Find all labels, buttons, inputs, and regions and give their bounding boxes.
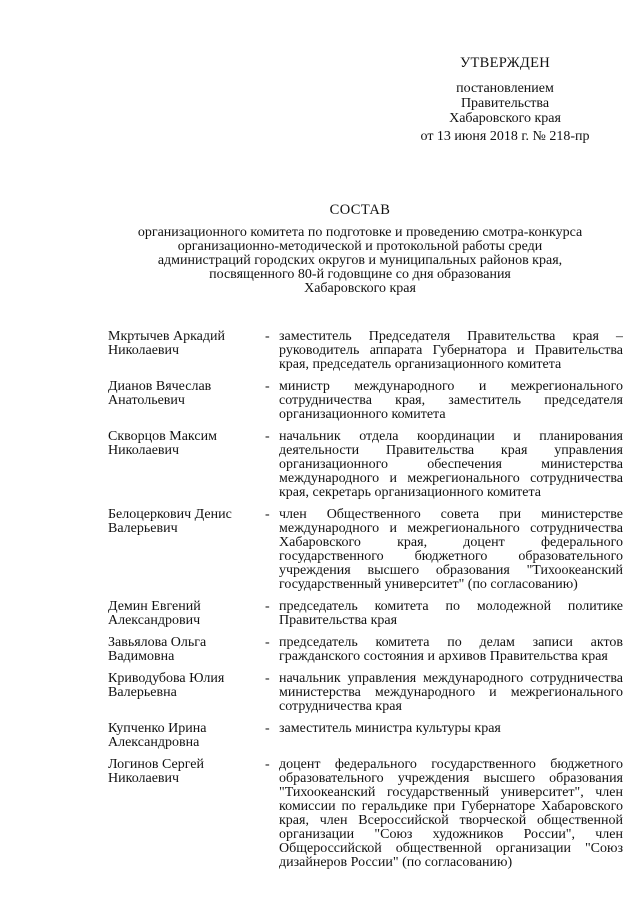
member-dash: - <box>265 636 270 650</box>
member-name-line-1: Белоцеркович Денис <box>108 508 232 522</box>
member-name-line-2: Вадимовна <box>108 649 175 664</box>
member-role: член Общественного совета при министерстве международного и межрегионального сотрудничества Хабаровского края, доцент федерального государственного бюджетного образовательного учреждения высшего образования "Тихоокеанский государственный университет" (по согласованию) <box>279 508 623 592</box>
approval-line-1: постановлением <box>456 81 554 96</box>
member-entry <box>108 600 623 628</box>
title-line-2: организационно-методической и протокольной работы среди <box>177 239 543 254</box>
title-line-4: посвященного 80-й годовщине со дня образования <box>209 267 511 282</box>
member-dash: - <box>265 600 270 614</box>
member-role: начальник отдела координации и планирования деятельности Правительства края управления организационного обеспечения министерства международного и межрегионального сотрудничества края, секретарь организационного комитета <box>279 430 623 500</box>
document-title: СОСТАВ <box>329 202 391 218</box>
member-role: заместитель министра культуры края <box>279 722 501 736</box>
member-name <box>108 330 258 358</box>
member-name <box>108 430 258 458</box>
member-dash: - <box>265 330 270 344</box>
member-entry <box>108 636 623 664</box>
member-role: председатель комитета по молодежной политике Правительства края <box>279 600 623 628</box>
member-name-line-1: Завьялова Ольга <box>108 636 207 650</box>
member-name-line-1: Демин Евгений <box>108 600 201 614</box>
member-name <box>108 636 258 664</box>
member-entry <box>108 380 623 422</box>
member-name-line-1: Дианов Вячеслав <box>108 380 212 394</box>
member-dash: - <box>265 672 270 686</box>
approved-label: УТВЕРЖДЕН <box>459 55 551 71</box>
member-name-line-2: Анатольевич <box>108 393 185 408</box>
member-name-line-2: Николаевич <box>108 771 180 786</box>
member-entry <box>108 330 623 372</box>
member-name <box>108 672 258 700</box>
member-name-line-2: Александровна <box>108 735 200 750</box>
title-line-3: администраций городских округов и муниципальных районов края, <box>157 253 563 268</box>
member-dash: - <box>265 380 270 394</box>
member-name-line-2: Валерьевич <box>108 521 178 536</box>
title-line-5: Хабаровского края <box>304 281 416 296</box>
member-name <box>108 508 258 536</box>
document-title-block <box>100 203 620 296</box>
member-role: начальник управления международного сотрудничества министерства международного и межрегионального сотрудничества края <box>279 672 623 714</box>
member-name-line-1: Криводубова Юлия <box>108 672 225 686</box>
member-dash: - <box>265 430 270 444</box>
member-name-line-2: Александрович <box>108 613 201 628</box>
member-dash: - <box>265 758 270 772</box>
member-role: министр международного и межрегионального сотрудничества края, заместитель председателя организационного комитета <box>279 380 623 422</box>
member-entry <box>108 430 623 500</box>
member-entry <box>108 672 623 714</box>
member-name-line-1: Купченко Ирина <box>108 722 207 736</box>
member-entry <box>108 758 623 870</box>
member-name <box>108 380 258 408</box>
approval-line-3: Хабаровского края <box>449 111 561 126</box>
member-role: заместитель Председателя Правительства края – руководитель аппарата Губернатора и Правительства края, председатель организационного комитета <box>279 330 623 372</box>
member-name <box>108 600 258 628</box>
member-name-line-1: Скворцов Максим <box>108 430 217 444</box>
member-name-line-1: Логинов Сергей <box>108 758 204 772</box>
member-dash: - <box>265 722 270 736</box>
approval-date: от 13 июня 2018 г. № 218-пр <box>420 129 590 144</box>
member-dash: - <box>265 508 270 522</box>
member-name <box>108 722 258 750</box>
member-name-line-2: Николаевич <box>108 343 180 358</box>
member-entry <box>108 508 623 592</box>
member-name-line-2: Николаевич <box>108 443 180 458</box>
member-name-line-2: Валерьевна <box>108 685 177 700</box>
approval-stamp <box>390 56 620 144</box>
committee-members-list <box>108 330 623 878</box>
member-entry <box>108 722 623 750</box>
member-role: доцент федерального государственного бюджетного образовательного учреждения высшего образования "Тихоокеанский государственный университет", член комиссии по геральдике при Губернаторе Хабаровского края, член Всероссийской творческой общественной организации "Союз художников России", член Общероссийской общественной организации "Союз дизайнеров России" (по согласованию) <box>279 758 623 870</box>
approval-line-2: Правительства <box>460 96 550 111</box>
member-role: председатель комитета по делам записи актов гражданского состояния и архивов Правительства края <box>279 636 623 664</box>
title-line-1: организационного комитета по подготовке и проведению смотра-конкурса <box>137 225 583 240</box>
member-name-line-1: Мкртычев Аркадий <box>108 330 225 344</box>
member-name <box>108 758 258 786</box>
